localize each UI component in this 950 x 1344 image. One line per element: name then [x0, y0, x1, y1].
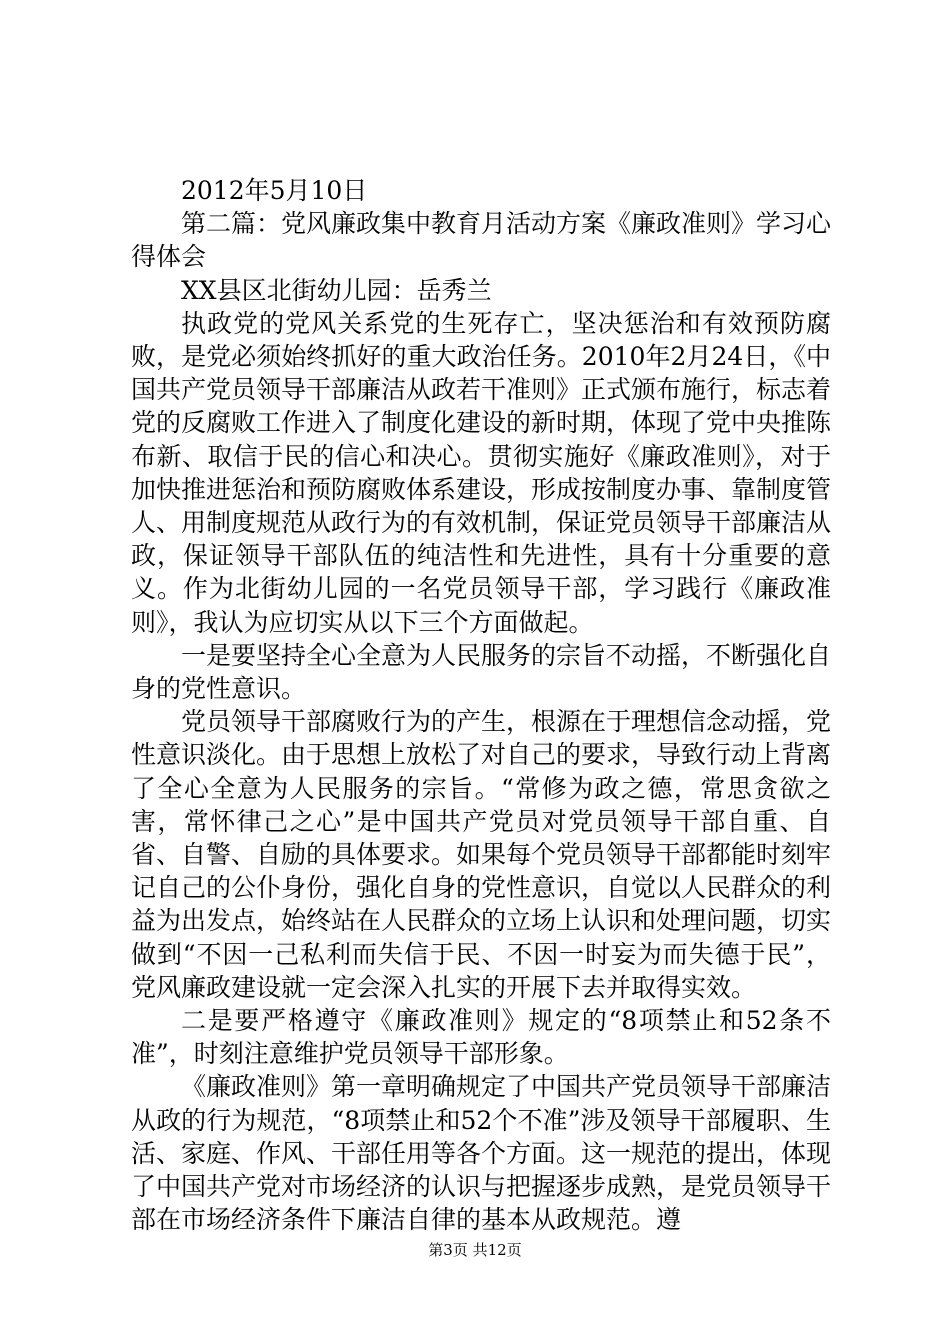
document-body [131, 174, 831, 1237]
body-paragraph-3: 党员领导干部腐败行为的产生，根源在于理想信念动摇，党性意识淡化。由于思想上放松了对自己的要求，导致行动上背离了全心全意为人民服务的宗旨。“常修为政之德，常思贪欲之害，常怀律己之心”是中国共产党员对党员领导干部自重、自省、自警、自励的具体要求。如果每个党员领导干部都能时刻牢记自己的公仆身份，强化自身的党性意识，自觉以人民群众的利益为出发点，始终站在人民群众的立场上认识和处理问题，切实做到“不因一己私利而失信于民、不因一时妄为而失德于民”，党风廉政建设就一定会深入扎实的开展下去并取得实效。 [131, 707, 832, 1002]
page-number: 第3页 共12页 [428, 1241, 522, 1259]
body-paragraph-2: 一是要坚持全心全意为人民服务的宗旨不动摇，不断强化自身的党性意识。 [131, 640, 832, 704]
document-date: 2012年5月10日 [181, 176, 368, 205]
body-paragraph-4: 二是要严格遵守《廉政准则》规定的“8项禁止和52条不准”，时刻注意维护党员领导干部形象。 [131, 1006, 831, 1069]
document-title: 第二篇：党风廉政集中教育月活动方案《廉政准则》学习心得体会 [131, 209, 832, 272]
page-footer [0, 1240, 950, 1260]
body-paragraph-5: 《廉政准则》第一章明确规定了中国共产党员领导干部廉洁从政的行为规范，“8项禁止和52个不准”涉及领导干部履职、生活、家庭、作风、干部任用等各个方面。这一规范的提出，体现了中国共产党对市场经济的认识与把握逐步成熟，是党员领导干部在市场经济条件下廉洁自律的基本从政规范。遵 [131, 1072, 832, 1235]
body-paragraph-1: 执政党的党风关系党的生死存亡，坚决惩治和有效预防腐败，是党必须始终抓好的重大政治任务。2010年2月24日，《中国共产党员领导干部廉洁从政若干准则》正式颁布施行，标志着党的反腐败工作进入了制度化建设的新时期，体现了党中央推陈布新、取信于民的信心和决心。贯彻实施好《廉政准则》，对于加快推进惩治和预防腐败体系建设，形成按制度办事、靠制度管人、用制度规范从政行为的有效机制，保证党员领导干部廉洁从政，保证领导干部队伍的纯洁性和先进性，具有十分重要的意义。作为北街幼儿园的一名党员领导干部，学习践行《廉政准则》，我认为应切实从以下三个方面做起。 [131, 308, 832, 637]
author-line: XX县区北街幼儿园：岳秀兰 [181, 275, 492, 305]
